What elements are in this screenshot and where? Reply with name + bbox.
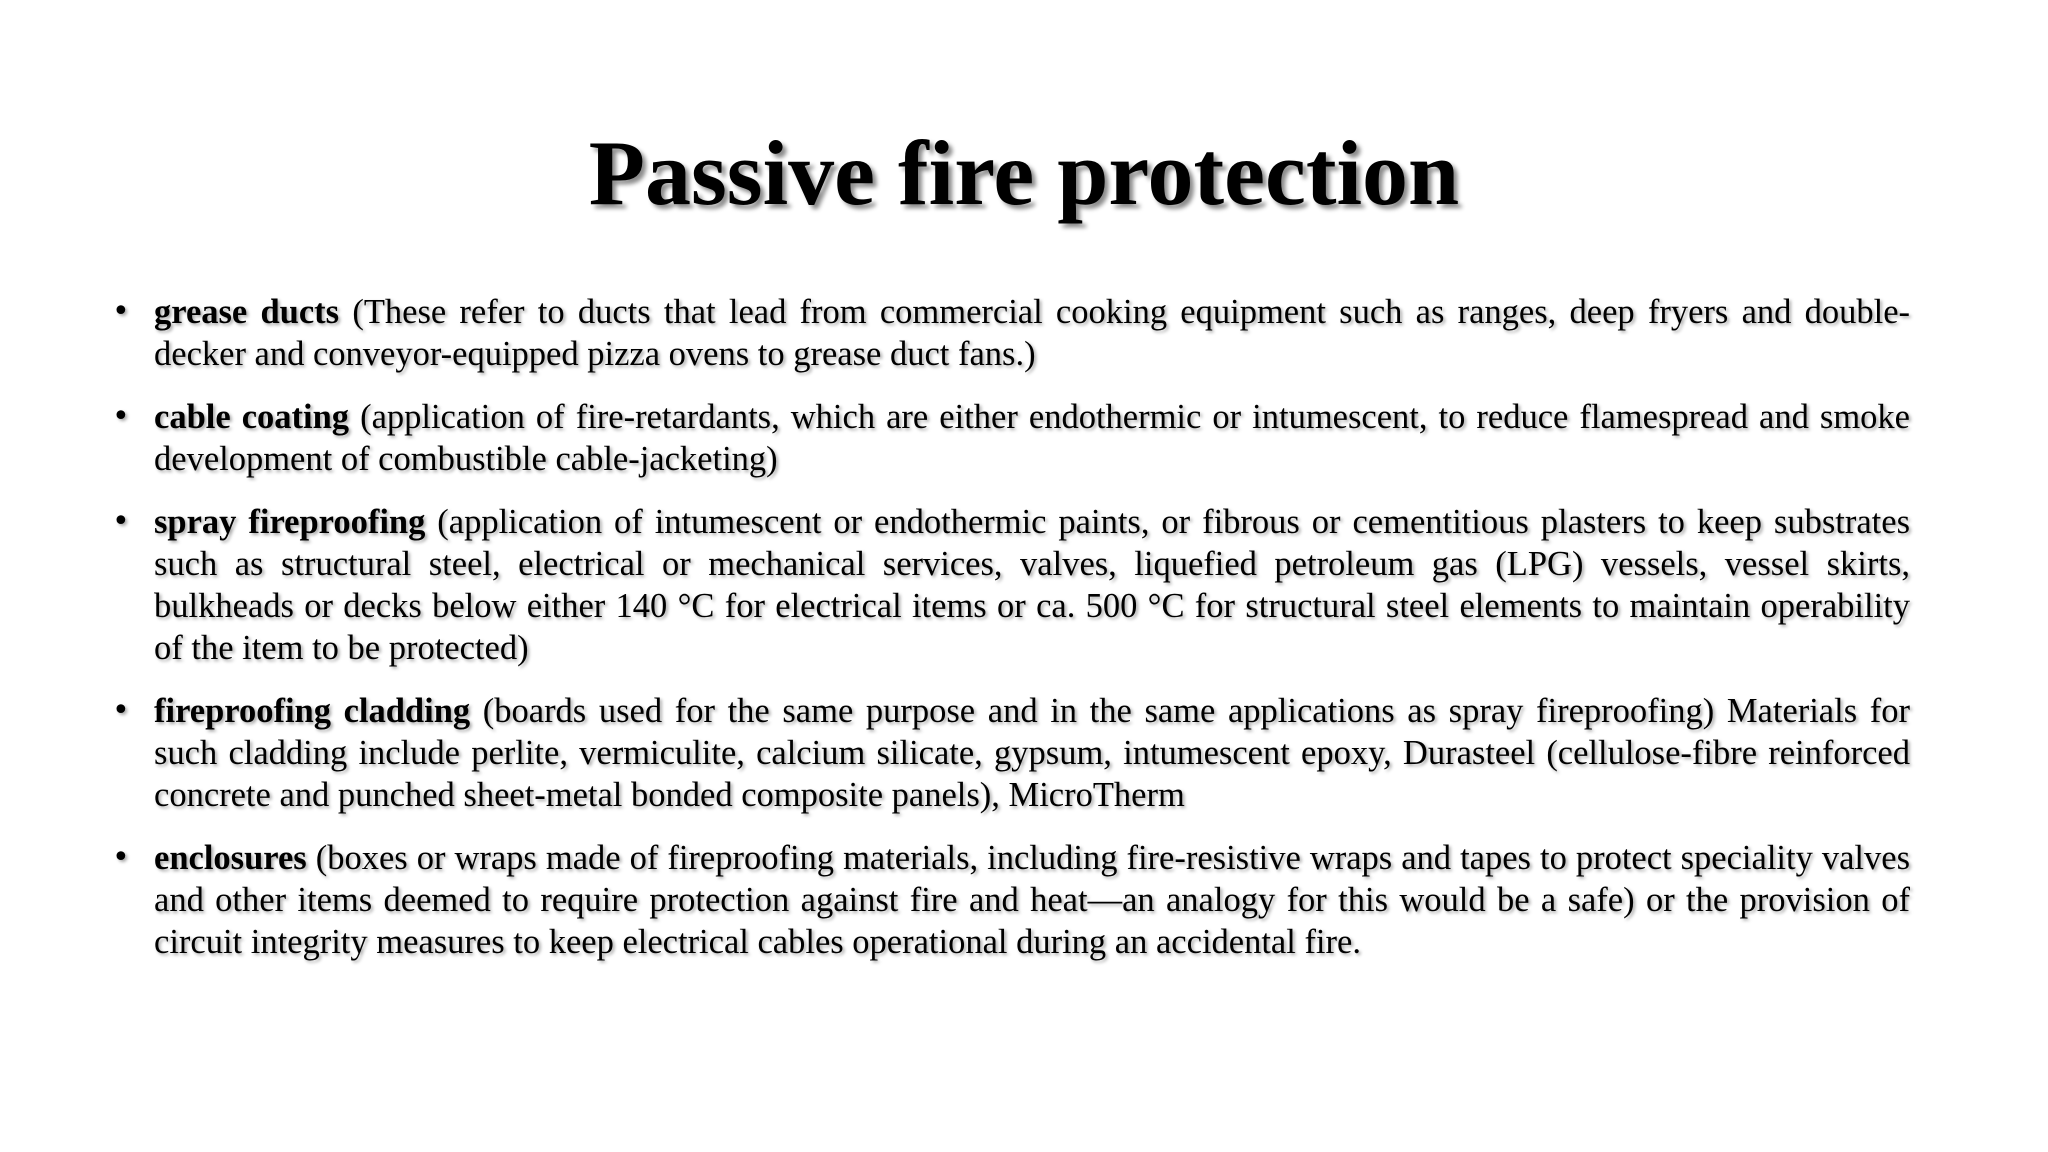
bullet-term: fireproofing cladding xyxy=(154,692,471,730)
bullet-item-spray-fireproofing xyxy=(110,501,1910,669)
bullet-term: spray fireproofing xyxy=(154,503,426,541)
bullet-term: grease ducts xyxy=(154,293,340,331)
bullet-list xyxy=(110,291,1910,984)
bullet-text: (boards used for the same purpose and in the same applications as spray fireproofing) Materials for such cladding include perlite, vermiculite, calcium silicate, gypsum, intumescent epoxy, Durasteel (cellulose-fibre reinforced concrete and punched sheet-metal bonded composite panels), MicroTherm xyxy=(154,692,1910,814)
bullet-text: (application of intumescent or endothermic paints, or fibrous or cementitious plasters to keep substrates such as structural steel, electrical or mechanical services, valves, liquefied petroleum gas (LPG) vessels, vessel skirts, bulkheads or decks below either 140 °C for electrical items or ca. 500 °C for structural steel elements to maintain operability of the item to be protected) xyxy=(154,503,1910,667)
bullet-icon: • xyxy=(112,294,130,329)
bullet-item-enclosures xyxy=(110,837,1910,963)
bullet-text: (application of fire-retardants, which are either endothermic or intumescent, to reduce flamespread and smoke development of combustible cable-jacketing) xyxy=(154,398,1910,478)
bullet-text: (boxes or wraps made of fireproofing materials, including fire-resistive wraps and tapes to protect speciality valves and other items deemed to require protection against fire and heat—an analogy for this would be a safe) or the provision of circuit integrity measures to keep electrical cables operational during an accidental fire. xyxy=(154,839,1910,961)
bullet-item-grease-ducts xyxy=(110,291,1910,375)
bullet-icon: • xyxy=(112,840,130,875)
bullet-item-cable-coating xyxy=(110,396,1910,480)
bullet-text: (These refer to ducts that lead from commercial cooking equipment such as ranges, deep fryers and double-decker and conveyor-equipped pizza ovens to grease duct fans.) xyxy=(154,293,1911,373)
bullet-term: enclosures xyxy=(154,839,307,877)
bullet-term: cable coating xyxy=(154,398,350,436)
slide-title: Passive fire protection xyxy=(588,122,1460,224)
bullet-icon: • xyxy=(112,504,130,539)
bullet-icon: • xyxy=(112,399,130,434)
bullet-item-fireproofing-cladding xyxy=(110,690,1910,816)
bullet-icon: • xyxy=(112,693,130,728)
